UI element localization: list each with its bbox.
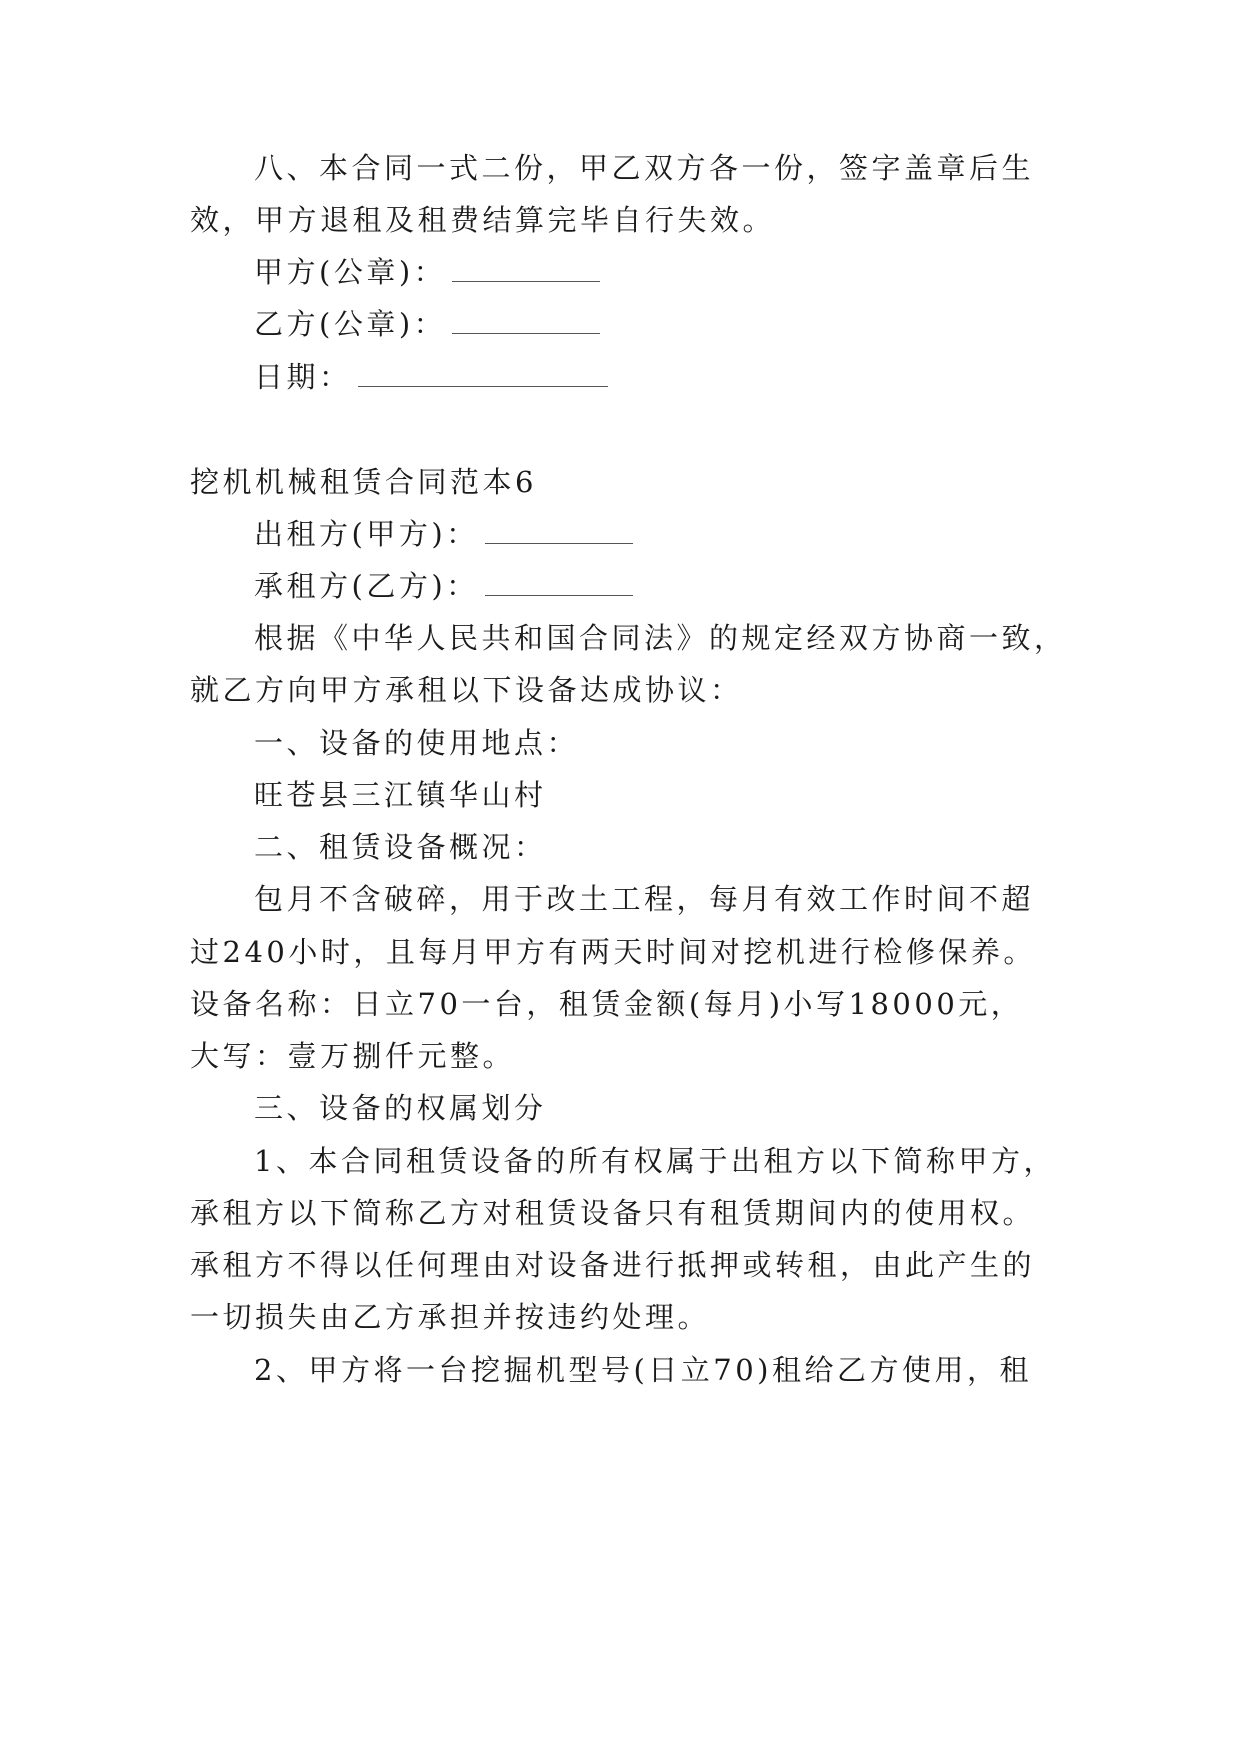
section3-item1-line3: 承租方不得以任何理由对设备进行抵押或转租，由此产生的: [190, 1248, 1036, 1282]
lessor-label: 出租方(甲方)：: [254, 517, 479, 551]
lessee-blank[interactable]: [485, 569, 633, 596]
clause8-line2: 效，甲方退租及租费结算完毕自行失效。: [190, 203, 776, 237]
section2-line3: 设备名称：日立70一台，租赁金额(每月)小写18000元，: [190, 987, 1024, 1021]
lessee-label: 承租方(乙方)：: [254, 569, 479, 603]
clause8-line1: 八、本合同一式二份，甲乙双方各一份，签字盖章后生: [254, 151, 1035, 185]
section2-line4: 大写：壹万捌仟元整。: [190, 1039, 516, 1073]
lessor-blank[interactable]: [485, 517, 633, 544]
section1-location: 旺苍县三江镇华山村: [254, 778, 547, 812]
section3-item1-line4: 一切损失由乙方承担并按违约处理。: [190, 1300, 711, 1334]
contract6-title: 挖机机械租赁合同范本6: [190, 465, 537, 499]
section3-heading: 三、设备的权属划分: [254, 1091, 547, 1125]
date-label: 日期：: [254, 360, 352, 394]
section3-item2-line1: 2、甲方将一台挖掘机型号(日立70)租给乙方使用，租: [254, 1353, 1032, 1387]
lessee-row: [254, 566, 1134, 606]
section2-line1: 包月不含破碎，用于改土工程，每月有效工作时间不超: [254, 882, 1035, 916]
preamble-line1: 根据《中华人民共和国合同法》的规定经双方协商一致，: [254, 621, 1067, 655]
section2-heading: 二、租赁设备概况：: [254, 830, 547, 864]
party-b-seal-row: [254, 304, 1134, 344]
party-b-seal-blank[interactable]: [452, 307, 600, 334]
lessor-row: [254, 514, 1134, 554]
party-a-seal-blank[interactable]: [452, 255, 600, 282]
section3-item1-line1: 1、本合同租赁设备的所有权属于出租方以下简称甲方，: [254, 1144, 1056, 1178]
party-b-seal-label: 乙方(公章)：: [254, 307, 447, 341]
section1-heading: 一、设备的使用地点：: [254, 726, 580, 760]
party-a-seal-label: 甲方(公章)：: [254, 255, 447, 289]
section2-line2: 过240小时，且每月甲方有两天时间对挖机进行检修保养。: [190, 935, 1036, 969]
date-row: [254, 357, 1134, 397]
section3-item1-line2: 承租方以下简称乙方对租赁设备只有租赁期间内的使用权。: [190, 1196, 1036, 1230]
date-blank[interactable]: [358, 360, 608, 387]
preamble-line2: 就乙方向甲方承租以下设备达成协议：: [190, 673, 743, 707]
party-a-seal-row: [254, 252, 1134, 292]
